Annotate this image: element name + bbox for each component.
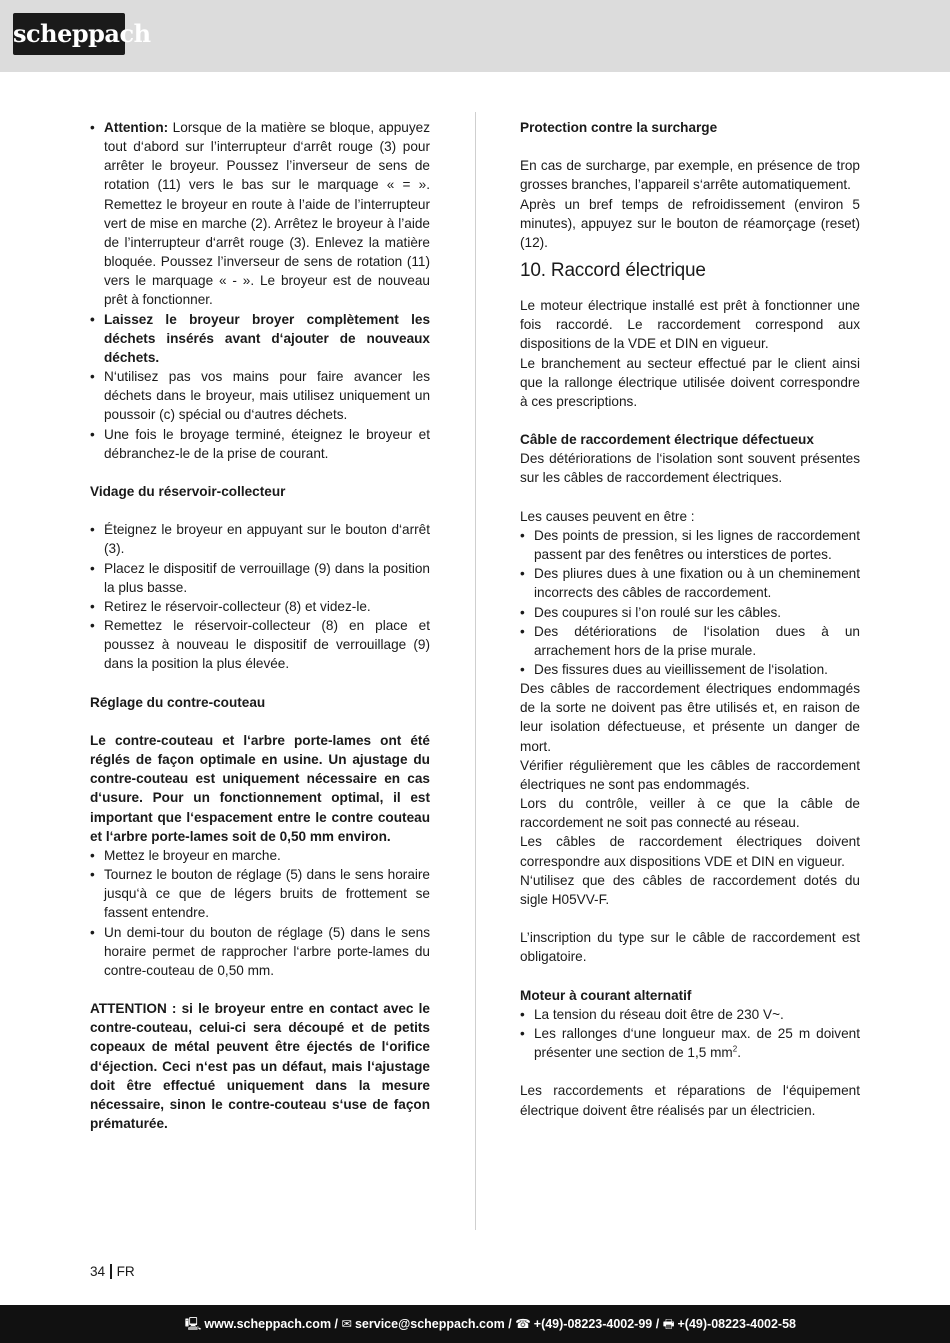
cable-paragraph-4: Lors du contrôle, veiller à ce que la câble de raccordement ne soit pas connecté au réseau. — [520, 796, 860, 831]
section-title-text: Raccord électrique — [550, 260, 706, 282]
brand-logo: scheppach — [13, 13, 125, 55]
list-item: • Retirez le réservoir-collecteur (8) et videz-le. — [90, 597, 430, 616]
cable-paragraph-5: Les câbles de raccordement électriques doivent correspondre aux dispositions VDE et DIN en vigueur. — [520, 834, 860, 869]
heading-reglage: Réglage du contre-couteau — [90, 694, 266, 710]
list-item: • Une fois le broyage terminé, éteignez le broyeur et débranchez-le de la prise de courant. — [90, 425, 430, 463]
reglage-list — [90, 846, 430, 980]
moteur-list — [520, 1005, 860, 1062]
email-link[interactable]: service@scheppach.com / — [354, 1317, 512, 1331]
heading-surcharge: Protection contre la surcharge — [520, 120, 718, 135]
cable-paragraph-2: Des câbles de raccordement électriques endommagés de la sorte ne doivent pas être utilisés et, en raison de leur isolation défectueuse, et présente un danger de mort. — [520, 681, 860, 754]
list-item: • Des pliures dues à une fixation ou à un cheminement incorrects des câbles de raccordement. — [520, 564, 860, 602]
footer-contact — [185, 1305, 796, 1343]
list-item: • Éteignez le broyeur en appuyant sur le bouton d‘arrêt (3). — [90, 520, 430, 558]
section-number: 10. — [520, 260, 546, 282]
fax-icon: 🖶 — [662, 1317, 675, 1331]
cable-paragraph-6: N‘utilisez que des câbles de raccordement dotés du sigle H05VV-F. — [520, 872, 860, 907]
list-item — [520, 1024, 860, 1062]
causes-list — [520, 526, 860, 679]
heading-cable: Câble de raccordement électrique défectueux — [520, 432, 814, 448]
fax-number: +(49)-08223-4002-58 — [677, 1317, 796, 1331]
list-item: • Mettez le broyeur en marche. — [90, 846, 430, 865]
list-item: • Laissez le broyeur broyer complètement les déchets insérés avant d‘ajouter de nouveaux déchets. — [90, 310, 430, 367]
list-item — [90, 118, 430, 310]
cable-paragraph-1: Des détériorations de l‘isolation sont souvent présentes sur les câbles de raccordement électriques. — [520, 451, 860, 486]
rallonge-text: Les rallonges d‘une longueur max. de 25 m doivent présenter une section de 1,5 mm — [534, 1025, 860, 1061]
vidage-list — [90, 520, 430, 673]
list-item: • Tournez le bouton de réglage (5) dans le sens horaire jusqu‘à ce que de légers bruits de frottement se fassent entendre. — [90, 865, 430, 922]
mail-icon: ✉ — [341, 1317, 352, 1331]
list-item: • Des coupures si l’on roulé sur les câbles. — [520, 603, 860, 622]
blockage-list — [90, 118, 430, 463]
heading-moteur: Moteur à courant alternatif — [520, 987, 692, 1003]
attention-paragraph: ATTENTION : si le broyeur entre en contact avec le contre-couteau, celui-ci sera découpé et de petits copeaux de métal peuvent être éjectés de l‘orifice d‘éjection. Ceci n‘est pas un défaut, mais l‘ajustage doit être effectué uniquement dans la mesure nécessaire, sinon le contre-couteau s‘use de façon prématurée. — [90, 1001, 430, 1132]
superscript: 2 — [732, 1044, 738, 1054]
left-column — [90, 118, 430, 1133]
list-item: • Un demi-tour du bouton de réglage (5) dans le sens horaire permet de rapprocher l‘arbre porte-lames du contre-couteau de 0,50 mm. — [90, 923, 430, 980]
computer-icon: 🖳 — [184, 1317, 202, 1331]
attention-text: Lorsque de la matière se bloque, appuyez tout d‘abord sur l’interrupteur d‘arrêt rouge (3) pour arrêter le broyeur. Poussez l’inverseur de sens de rotation (11) vers le bas sur le marquage « = ». Remettez le broyeur en route à l’aide de l’interrupteur vert de mise en marche (2). Arrêtez le broyeur à l’aide de l’interrupteur d‘arrêt rouge (3). Enlevez la matière bloquée. Poussez l’inverseur de sens de rotation (11) vers le marquage « - ». Le broyeur est de nouveau prêt à fonctionner. — [104, 120, 430, 308]
surcharge-paragraph-1: En cas de surcharge, par exemple, en présence de trop grosses branches, l’appareil s‘arrête automatiquement. — [520, 158, 860, 193]
phone-icon: ☎ — [515, 1317, 531, 1331]
final-paragraph: Les raccordements et réparations de l‘équipement électrique doivent être réalisés par un électricien. — [520, 1083, 860, 1118]
causes-intro: Les causes peuvent en être : — [520, 508, 695, 524]
heading-vidage: Vidage du réservoir-collecteur — [90, 483, 286, 499]
raccord-paragraph-2: Le branchement au secteur effectué par le client ainsi que la rallonge électrique utilisée doivent correspondre à ces prescriptions. — [520, 355, 860, 409]
right-column — [520, 118, 860, 1120]
surcharge-paragraph-2: Après un bref temps de refroidissement (environ 5 minutes), appuyez sur le bouton de réamorçage (reset) (12). — [520, 196, 860, 250]
page-separator — [110, 1264, 112, 1279]
page-number — [90, 1264, 135, 1279]
list-item: • Placez le dispositif de verrouillage (9) dans la position la plus basse. — [90, 559, 430, 597]
page-number-value: 34 — [90, 1264, 106, 1279]
list-item: • N‘utilisez pas vos mains pour faire avancer les déchets dans le broyeur, mais utilisez uniquement un poussoir (c) spécial ou d‘autres déchets. — [90, 367, 430, 424]
header-band — [0, 0, 950, 72]
reglage-paragraph: Le contre-couteau et l‘arbre porte-lames ont été réglés de façon optimale en usine. Un ajustage du contre-couteau est uniquement nécessaire en cas d‘usure. Pour un fonctionnement optimal, il est important que l‘espacement entre le contre couteau et l‘arbre porte-lames soit de 0,50 mm environ. — [90, 732, 430, 844]
cable-paragraph-3: Vérifier régulièrement que les câbles de raccordement électriques ne sont pas endommagés. — [520, 757, 860, 792]
list-item: • Remettez le réservoir-collecteur (8) en place et poussez à nouveau le dispositif de verrouillage (9) dans la position la plus élevée. — [90, 616, 430, 673]
list-item: • La tension du réseau doit être de 230 V~. — [520, 1005, 860, 1024]
list-item: • Des détériorations de l‘isolation dues à un arrachement hors de la prise murale. — [520, 622, 860, 660]
section-title — [520, 258, 860, 284]
language-code: FR — [116, 1264, 135, 1279]
raccord-paragraph-1: Le moteur électrique installé est prêt à fonctionner une fois raccordé. Le raccordement correspond aux dispositions de la VDE et DIN en vigueur. — [520, 298, 860, 352]
inscription-paragraph: L’inscription du type sur le câble de raccordement est obligatoire. — [520, 930, 860, 965]
footer-band — [0, 1305, 950, 1343]
rallonge-end: . — [737, 1045, 741, 1061]
column-divider — [475, 112, 476, 1230]
phone-number: +(49)-08223-4002-99 / — [533, 1317, 660, 1331]
list-item: • Des points de pression, si les lignes de raccordement passent par des fenêtres ou interstices de portes. — [520, 526, 860, 564]
list-item: • Des fissures dues au vieillissement de l‘isolation. — [520, 660, 860, 679]
attention-lead: Attention: — [104, 120, 169, 135]
website-link[interactable]: www.scheppach.com / — [204, 1317, 339, 1331]
